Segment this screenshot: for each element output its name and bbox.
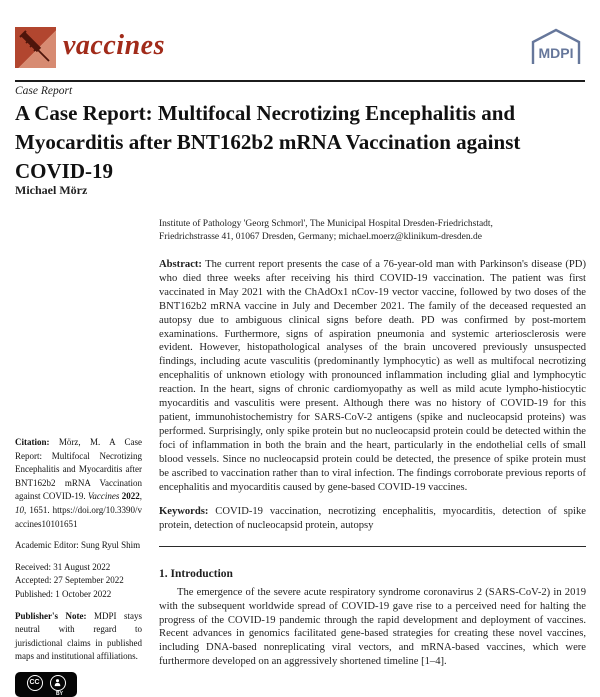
abstract xyxy=(159,258,586,494)
metadata-sidebar xyxy=(15,436,142,697)
syringe-icon xyxy=(15,27,56,68)
keywords-label: Keywords: xyxy=(159,506,209,518)
mdpi-logo-text: MDPI xyxy=(538,45,574,61)
academic-editor: Academic Editor: Sung Ryul Shim xyxy=(15,540,141,551)
publishers-note-text: MDPI stays neutral with regard to jurisdictional claims in published maps and institutional affiliations. xyxy=(15,610,142,662)
introduction-heading: 1. Introduction xyxy=(159,568,233,581)
cc-by-label: BY xyxy=(56,690,63,697)
citation-pages: , 1651. xyxy=(24,504,50,515)
article-title: A Case Report: Multifocal Necrotizing Encephalitis and Myocarditis after BNT162b2 mRNA Vaccination against COVID-19 xyxy=(15,101,521,183)
introduction-paragraph: The emergence of the severe acute respiratory syndrome coronavirus 2 (SARS-CoV-2) in 2019 with the subsequent worldwide spread of COVID-19 gave rise to a perceived need for halting the progress of the COVID-19 pandemic through the rapid development and deployment of vaccines. Recent advances in genomics facilitated gene-based strategies for creating these novel vaccines, including DNA-based nonreplicating viral vectors, and mRNA-based vaccines, which were furthermore developed on an aggressively shortened timeline [1–4]. xyxy=(159,587,586,667)
citation-year: 2022 xyxy=(121,491,140,502)
abstract-text: The current report presents the case of a 76-year-old man with Parkinson's disease (PD) who died three weeks after receiving his third COVID-19 vaccination. The patient was first vaccinated in May 2021 with the ChAdOx1 nCov-19 vector vaccine, followed by two doses of the BNT162b2 mRNA vaccine in July and December 2021. The family of the deceased requested an autopsy due to ambiguous clinical signs before death. PD was confirmed by post-mortem examinations. Furthermore, signs of aspiration pneumonia and systemic arteriosclerosis were evident. However, histopathological analyses of the brain uncovered previously unsuspected findings, including acute vasculitis (predominantly lymphocytic) as well as multifocal necrotizing encephalitis of unknown etiology with pronounced inflammation including glial and lymphocytic reaction. In the heart, signs of chronic cardiomyopathy as well as mild acute lympho-histiocytic myocarditis and vasculitis were present. Although there was no history of COVID-19 for this patient, immunohistochemistry for SARS-CoV-2 antigens (spike and nucleocapsid proteins) was performed. Surprisingly, only spike protein but no nucleocapsid protein could be detected within the foci of inflammation in both the brain and the heart, particularly in the endothelial cells of small blood vessels. Since no nucleocapsid protein could be detected, the presence of spike protein must be ascribed to vaccination rather than to viral infection. The findings corroborate previous reports of encephalitis and myocarditis caused by gene-based COVID-19 vaccines. xyxy=(159,259,586,493)
cc-by-person-icon xyxy=(50,675,66,691)
published-date: Published: 1 October 2022 xyxy=(15,588,112,599)
citation-text: Mörz, M. A Case Report: Multifocal Necrotizing Encephalitis and Myocarditis after BNT162b2 mRNA Vaccination against COVID-19. xyxy=(15,437,142,502)
author-name: Michael Mörz xyxy=(15,183,88,197)
received-date: Received: 31 August 2022 xyxy=(15,561,111,572)
doi-link[interactable]: https://doi.org/10.3390/vaccines10101651 xyxy=(15,504,142,529)
citation-journal: Vaccines xyxy=(87,491,120,502)
affiliation xyxy=(159,218,533,243)
cc-icon: CC xyxy=(27,675,43,691)
citation-label: Citation: xyxy=(15,437,50,447)
publishers-note-label: Publisher's Note: xyxy=(15,610,87,621)
cc-license-badge[interactable] xyxy=(15,672,77,697)
author-email-link[interactable]: michael.moerz@klinikum-dresden.de xyxy=(338,231,482,242)
abstract-label: Abstract: xyxy=(159,259,202,270)
section-divider xyxy=(159,546,586,547)
publishers-note xyxy=(15,610,142,664)
citation-sep: , xyxy=(139,491,143,502)
keywords xyxy=(159,505,586,533)
citation-block xyxy=(15,436,142,531)
keywords-text: COVID-19 vaccination, necrotizing encephalitis, myocarditis, detection of spike protein, detection of nucleocapsid protein, autopsy xyxy=(159,506,586,532)
journal-name: vaccines xyxy=(63,30,165,61)
header-divider xyxy=(15,80,585,82)
mdpi-logo xyxy=(526,27,586,72)
accepted-date: Accepted: 27 September 2022 xyxy=(15,575,124,586)
vaccines-journal-logo xyxy=(15,27,56,68)
affiliation-text: Institute of Pathology 'Georg Schmorl', The Municipal Hospital Dresden-Friedrichstadt, Friedrichstrasse 41, 01067 Dresden, Germany; xyxy=(159,219,493,242)
main-column xyxy=(159,218,586,668)
citation-volume: 10 xyxy=(15,504,24,515)
article-type-label: Case Report xyxy=(15,85,73,97)
dates-block xyxy=(15,561,142,602)
